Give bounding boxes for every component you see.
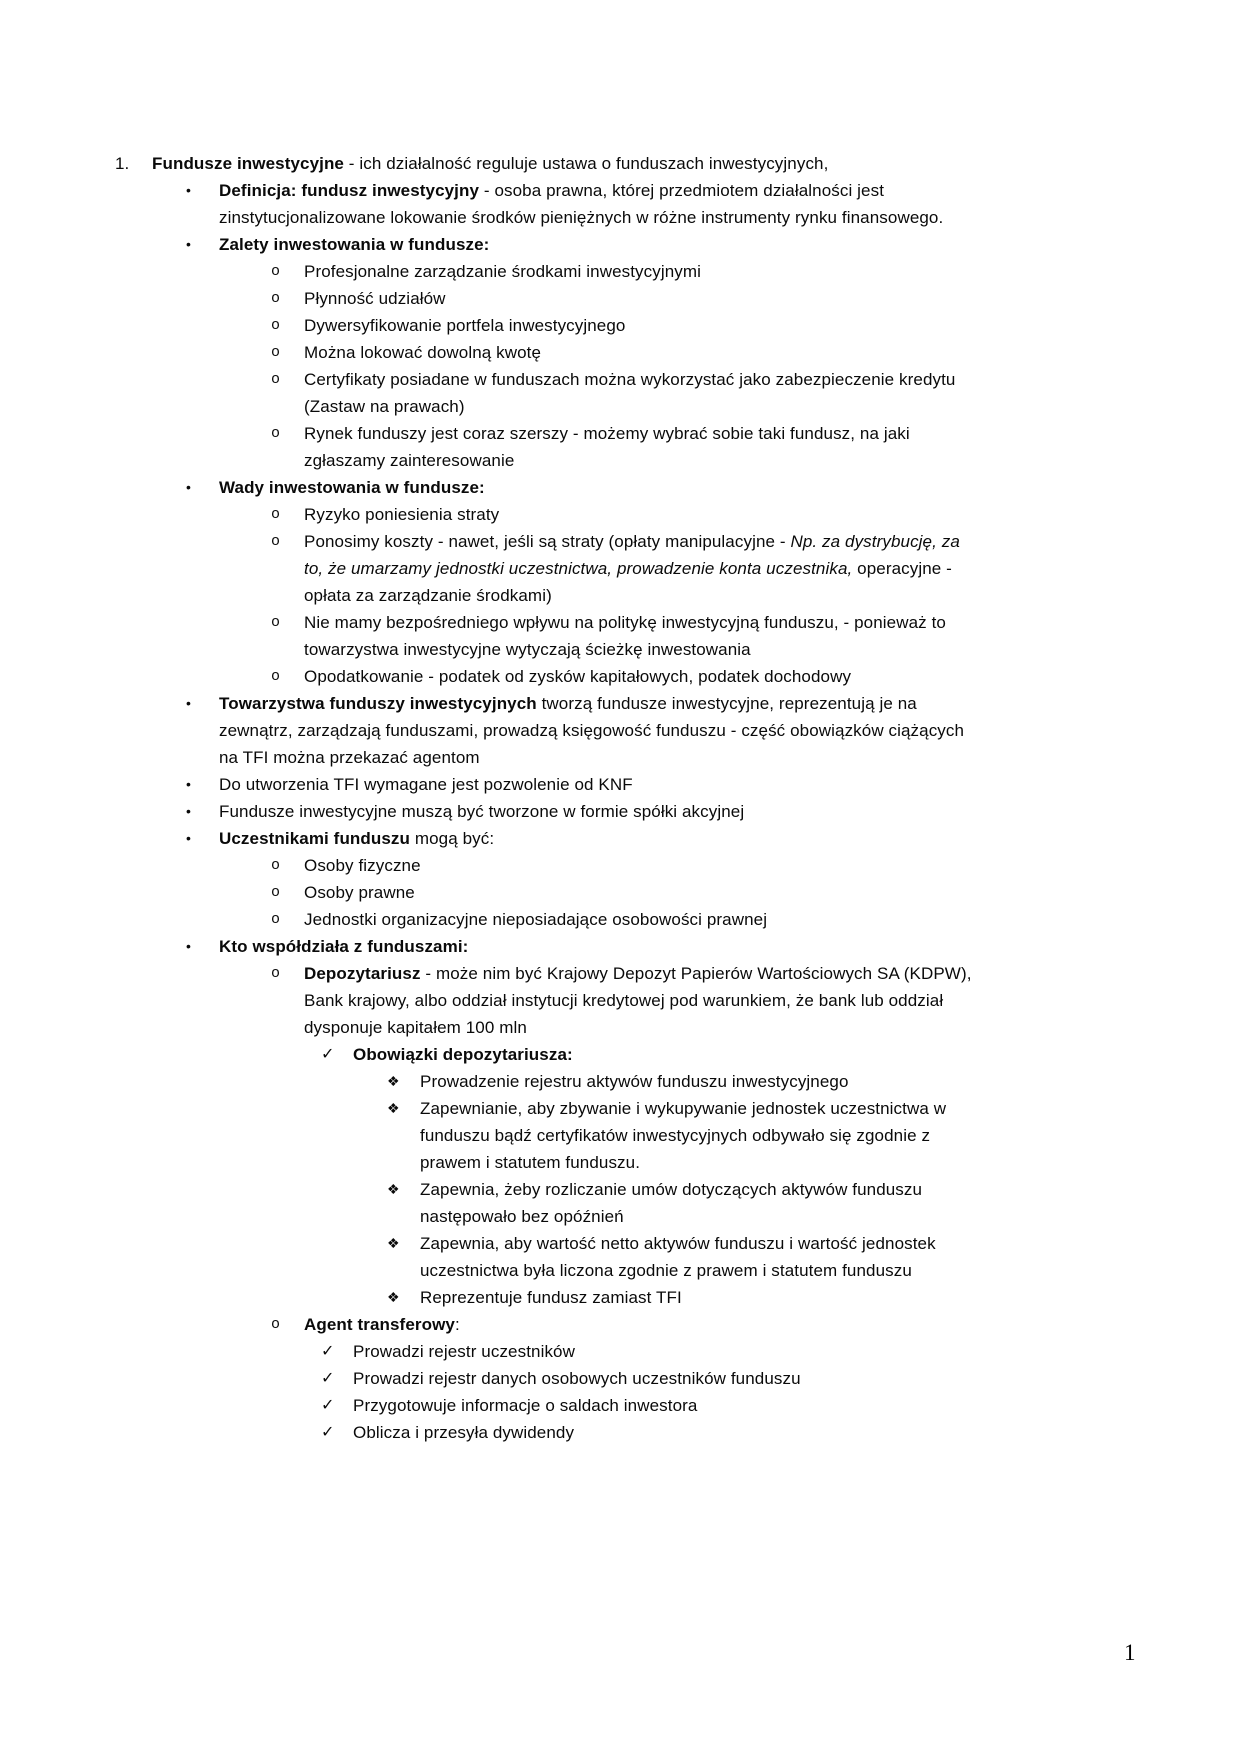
circle-bullet-icon: o — [271, 857, 281, 874]
list-item — [0, 1311, 975, 1338]
list-item-text: Osoby fizyczne — [304, 856, 421, 875]
circle-bullet-icon: o — [271, 506, 281, 523]
circle-bullet-icon: o — [271, 344, 281, 361]
list-item — [0, 366, 975, 420]
bullet-dot-icon: • — [186, 695, 192, 711]
circle-bullet-icon: o — [271, 263, 281, 280]
list-item-text: Zapewnia, żeby rozliczanie umów dotyczących aktywów funduszu następowało bez opóźnień — [420, 1180, 923, 1226]
checkmark-icon: ✓ — [321, 1046, 335, 1063]
list-item — [0, 1338, 975, 1365]
list-item-text: Agent transferowy: — [304, 1315, 460, 1334]
list-item — [0, 420, 975, 474]
list-item — [0, 501, 975, 528]
list-item-text: Definicja: fundusz inwestycyjny - osoba prawna, której przedmiotem działalności jest zinstytucjonalizowane lokowanie środków pieniężnych w różne instrumenty rynku finansowego. — [219, 181, 944, 227]
list-item — [0, 231, 975, 258]
list-item-text: Fundusze inwestycyjne - ich działalność reguluje ustawa o funduszach inwestycyjnych, — [152, 154, 829, 173]
list-item — [0, 1230, 975, 1284]
list-item — [0, 1041, 975, 1068]
list-item-text: Prowadzi rejestr danych osobowych uczestników funduszu — [353, 1369, 801, 1388]
list-item-text: Wady inwestowania w fundusze: — [219, 478, 485, 497]
list-item-text: Kto współdziała z funduszami: — [219, 937, 469, 956]
bullet-dot-icon: • — [186, 479, 192, 495]
list-number: 1. — [115, 154, 130, 173]
list-item — [0, 177, 975, 231]
list-item-text: Profesjonalne zarządzanie środkami inwestycyjnymi — [304, 262, 702, 281]
list-item — [0, 1176, 975, 1230]
list-item-text: Obowiązki depozytariusza: — [353, 1045, 573, 1064]
checkmark-icon: ✓ — [321, 1397, 335, 1414]
list-item — [0, 1068, 975, 1095]
list-item — [0, 609, 975, 663]
list-item-text: Nie mamy bezpośredniego wpływu na politykę inwestycyjną funduszu, - ponieważ to towarzystwa inwestycyjne wytyczają ścieżkę inwestowania — [304, 613, 946, 659]
list-item — [0, 528, 975, 609]
list-item — [0, 1095, 975, 1176]
bullet-dot-icon: • — [186, 182, 192, 198]
list-item — [0, 1392, 975, 1419]
checkmark-icon: ✓ — [321, 1370, 335, 1387]
list-item-text: Jednostki organizacyjne nieposiadające osobowości prawnej — [304, 910, 768, 929]
list-item-text: Osoby prawne — [304, 883, 415, 902]
list-item — [0, 150, 975, 177]
list-item-text: Uczestnikami funduszu mogą być: — [219, 829, 495, 848]
list-item — [0, 1365, 975, 1392]
diamond-bullet-icon: ❖ — [387, 1073, 400, 1089]
list-item — [0, 879, 975, 906]
list-item-text: Ryzyko poniesienia straty — [304, 505, 500, 524]
list-item — [0, 339, 975, 366]
list-item — [0, 960, 975, 1041]
list-item — [0, 258, 975, 285]
list-item-text: Ponosimy koszty - nawet, jeśli są straty (opłaty manipulacyjne - Np. za dystrybucję, za to, że umarzamy jednostki uczestnictwa, prowadzenie konta uczestnika, operacyjne - opłata za zarządzanie środkami) — [304, 532, 960, 605]
list-item-text: Reprezentuje fundusz zamiast TFI — [420, 1288, 682, 1307]
circle-bullet-icon: o — [271, 533, 281, 550]
circle-bullet-icon: o — [271, 425, 281, 442]
circle-bullet-icon: o — [271, 614, 281, 631]
checkmark-icon: ✓ — [321, 1424, 335, 1441]
list-item — [0, 285, 975, 312]
circle-bullet-icon: o — [271, 965, 281, 982]
page-number: 1 — [1124, 1640, 1136, 1665]
bullet-dot-icon: • — [186, 830, 192, 846]
list-item-text: Rynek funduszy jest coraz szerszy - możemy wybrać sobie taki fundusz, na jaki zgłaszamy zainteresowanie — [304, 424, 910, 470]
circle-bullet-icon: o — [271, 884, 281, 901]
circle-bullet-icon: o — [271, 668, 281, 685]
list-item-text: Towarzystwa funduszy inwestycyjnych tworzą fundusze inwestycyjne, reprezentują je na zewnątrz, zarządzają funduszami, prowadzą księgowość funduszu - część obowiązków ciążących na TFI można przekazać agentom — [219, 694, 965, 767]
list-item — [0, 312, 975, 339]
list-item-text: Prowadzi rejestr uczestników — [353, 1342, 575, 1361]
list-item-text: Można lokować dowolną kwotę — [304, 343, 542, 362]
list-item — [0, 690, 975, 771]
list-item-text: Certyfikaty posiadane w funduszach można wykorzystać jako zabezpieczenie kredytu (Zastaw na prawach) — [304, 370, 956, 416]
list-item — [0, 1419, 975, 1446]
document-page — [0, 150, 975, 1446]
list-item-text: Zapewnianie, aby zbywanie i wykupywanie jednostek uczestnictwa w funduszu bądź certyfikatów inwestycyjnych odbywało się zgodnie z prawem i statutem funduszu. — [420, 1099, 947, 1172]
list-item — [0, 1284, 975, 1311]
diamond-bullet-icon: ❖ — [387, 1181, 400, 1197]
circle-bullet-icon: o — [271, 1316, 281, 1333]
list-item — [0, 933, 975, 960]
list-item-text: Do utworzenia TFI wymagane jest pozwolenie od KNF — [219, 775, 633, 794]
list-item — [0, 852, 975, 879]
list-item — [0, 474, 975, 501]
diamond-bullet-icon: ❖ — [387, 1100, 400, 1116]
circle-bullet-icon: o — [271, 317, 281, 334]
bullet-dot-icon: • — [186, 776, 192, 792]
list-item-text: Zapewnia, aby wartość netto aktywów funduszu i wartość jednostek uczestnictwa była liczona zgodnie z prawem i statutem funduszu — [420, 1234, 936, 1280]
list-item — [0, 906, 975, 933]
list-item-text: Depozytariusz - może nim być Krajowy Depozyt Papierów Wartościowych SA (KDPW), Bank krajowy, albo oddział instytucji kredytowej pod warunkiem, że bank lub oddział dysponuje kapitałem 100 mln — [304, 964, 972, 1037]
circle-bullet-icon: o — [271, 290, 281, 307]
bullet-dot-icon: • — [186, 938, 192, 954]
circle-bullet-icon: o — [271, 911, 281, 928]
list-item — [0, 663, 975, 690]
list-item-text: Oblicza i przesyła dywidendy — [353, 1423, 575, 1442]
list-item-text: Zalety inwestowania w fundusze: — [219, 235, 490, 254]
document-list — [0, 150, 975, 1446]
list-item-text: Płynność udziałów — [304, 289, 446, 308]
list-item-text: Opodatkowanie - podatek od zysków kapitałowych, podatek dochodowy — [304, 667, 852, 686]
list-item — [0, 798, 975, 825]
diamond-bullet-icon: ❖ — [387, 1289, 400, 1305]
list-item-text: Fundusze inwestycyjne muszą być tworzone w formie spółki akcyjnej — [219, 802, 745, 821]
checkmark-icon: ✓ — [321, 1343, 335, 1360]
bullet-dot-icon: • — [186, 236, 192, 252]
list-item — [0, 771, 975, 798]
diamond-bullet-icon: ❖ — [387, 1235, 400, 1251]
list-item-text: Prowadzenie rejestru aktywów funduszu inwestycyjnego — [420, 1072, 849, 1091]
list-item-text: Przygotowuje informacje o saldach inwestora — [353, 1396, 698, 1415]
circle-bullet-icon: o — [271, 371, 281, 388]
list-item-text: Dywersyfikowanie portfela inwestycyjnego — [304, 316, 626, 335]
list-item — [0, 825, 975, 852]
bullet-dot-icon: • — [186, 803, 192, 819]
